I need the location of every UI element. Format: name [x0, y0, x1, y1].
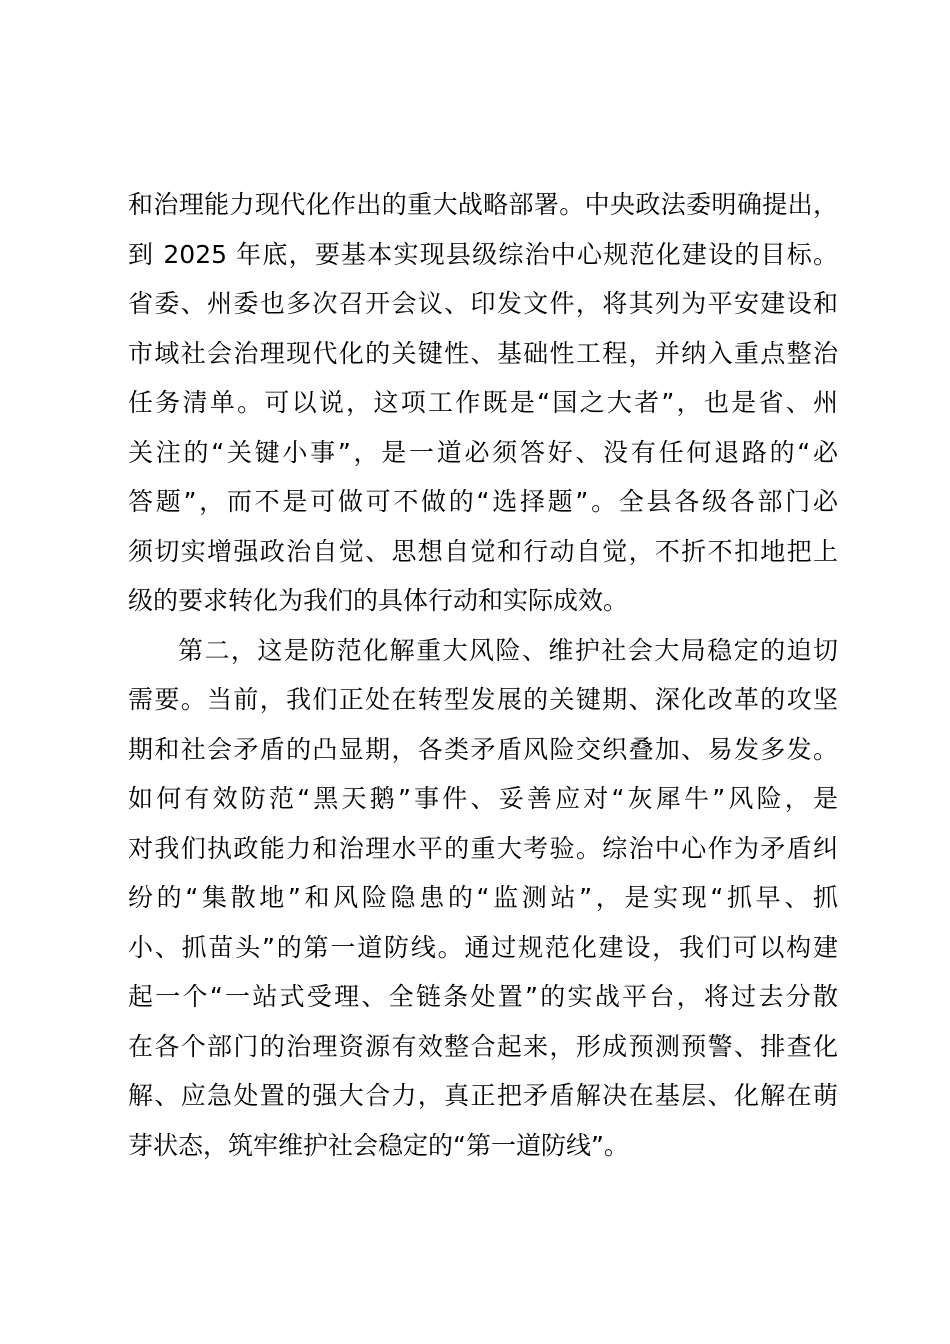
text-line: 对我们执政能力和治理水平的重大考验。综治中心作为矛盾纠	[128, 833, 838, 863]
paragraph-1	[128, 180, 838, 626]
text-line: 如何有效防范“黑天鹅”事件、妥善应对“灰犀牛”风险，是	[128, 784, 838, 813]
text-line: 在各个部门的治理资源有效整合起来，形成预测预警、排查化	[128, 1031, 838, 1061]
text-line: 省委、州委也多次召开会议、印发文件，将其列为平安建设和	[128, 289, 838, 318]
text-line: 解、应急处置的强大合力，真正把矛盾解决在基层、化解在萌	[128, 1081, 838, 1110]
document-body	[128, 180, 838, 1170]
text-line: 第二，这是防范化解重大风险、维护社会大局稳定的迫切	[178, 635, 838, 665]
text-line: 答题”，而不是可做可不做的“选择题”。全县各级各部门必	[128, 487, 838, 516]
text-line: 起一个“一站式受理、全链条处置”的实战平台，将过去分散	[128, 982, 838, 1011]
paragraph-2	[128, 626, 838, 1171]
text-line: 期和社会矛盾的凸显期，各类矛盾风险交织叠加、易发多发。	[128, 734, 838, 764]
text-line: 到 2025 年底，要基本实现县级综治中心规范化建设的目标。	[128, 239, 838, 269]
text-line: 须切实增强政治自觉、思想自觉和行动自觉，不折不扣地把上	[128, 536, 838, 566]
text-line: 市域社会治理现代化的关键性、基础性工程，并纳入重点整治	[128, 338, 838, 368]
text-line: 纷的“集散地”和风险隐患的“监测站”，是实现“抓早、抓	[128, 883, 838, 912]
text-line: 芽状态，筑牢维护社会稳定的“第一道防线”。	[128, 1130, 629, 1160]
text-line: 关注的“关键小事”，是一道必须答好、没有任何退路的“必	[128, 437, 838, 467]
text-line: 和治理能力现代化作出的重大战略部署。中央政法委明确提出，	[128, 190, 838, 219]
text-line: 任务清单。可以说，这项工作既是“国之大者”，也是省、州	[128, 388, 838, 417]
text-line: 级的要求转化为我们的具体行动和实际成效。	[128, 586, 629, 615]
text-line: 小、抓苗头”的第一道防线。通过规范化建设，我们可以构建	[128, 932, 838, 962]
text-line: 需要。当前，我们正处在转型发展的关键期、深化改革的攻坚	[128, 685, 838, 714]
